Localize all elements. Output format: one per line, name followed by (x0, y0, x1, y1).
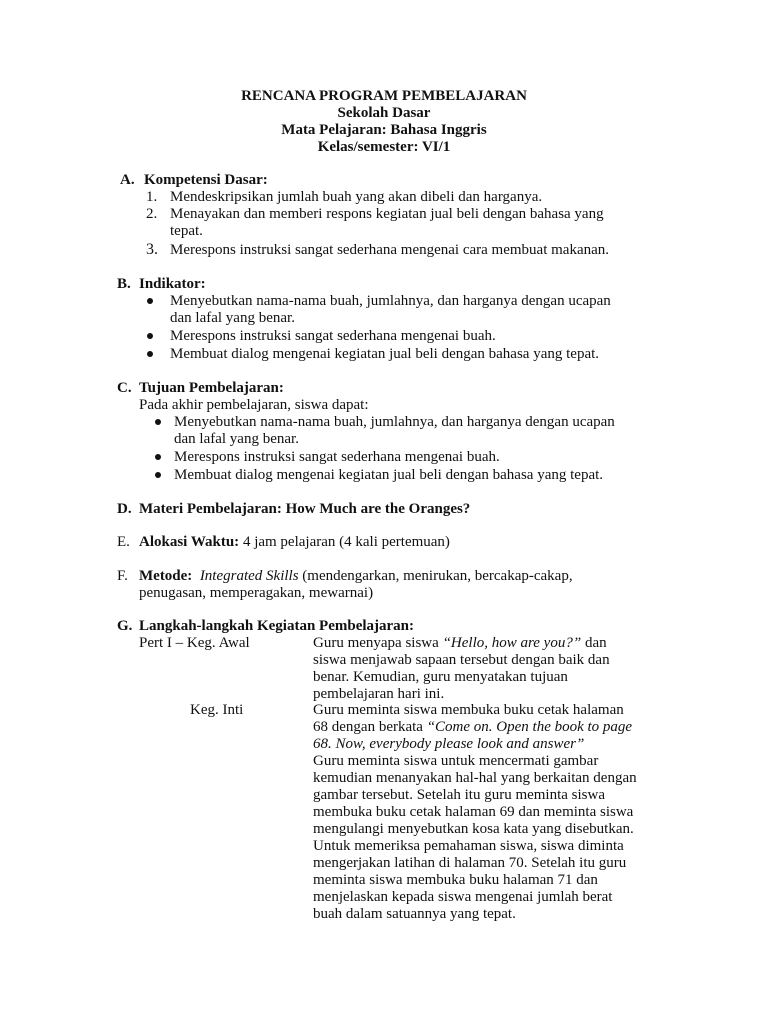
instruction-quote: 68. Now, everybody please look and answer” (313, 736, 585, 752)
list-item-text: tepat. (170, 223, 203, 239)
list-item-text: Menyebutkan nama-nama buah, jumlahnya, dan harganya dengan ucapan (170, 293, 611, 309)
section-f-heading: Metode: (139, 568, 193, 584)
activity-text-line: benar. Kemudian, guru menyatakan tujuan (313, 669, 568, 685)
core-activity-label: Keg. Inti (190, 702, 244, 718)
activity-text-line: meminta siswa membuka buku halaman 71 dan (313, 872, 598, 888)
activity-text-line: kemudian menanyakan hal-hal yang berkaitan dengan (313, 770, 637, 786)
activity-text-line: buah dalam satuannya yang tepat. (313, 906, 516, 922)
section-f-method: Integrated Skills (199, 568, 299, 584)
activity-text-line: pembelajaran hari ini. (313, 686, 445, 702)
list-item-text: Membuat dialog mengenai kegiatan jual beli dengan bahasa yang tepat. (174, 467, 604, 483)
activity-text-line: mengerjakan latihan di halaman 70. Setelah itu guru (313, 855, 627, 871)
subject-line: Mata Pelajaran: Bahasa Inggris (281, 122, 487, 138)
section-b-letter: B. (117, 276, 131, 292)
bullet-icon (155, 419, 161, 425)
list-item-text: dan lafal yang benar. (174, 431, 299, 447)
activity-text-line: menjelaskan kepada siswa mengenai jumlah berat (313, 889, 613, 905)
bullet-icon (147, 351, 153, 357)
greeting-quote: “Hello, how are you?” (442, 635, 582, 651)
instruction-quote: “Come on. Open the book to page (426, 719, 633, 735)
document-title: RENCANA PROGRAM PEMBELAJARAN (241, 88, 527, 104)
section-e-heading: Alokasi Waktu: (139, 534, 240, 550)
activity-text: dan (581, 635, 607, 651)
list-item-text: Mendeskripsikan jumlah buah yang akan dibeli dan harganya. (170, 189, 543, 205)
bullet-icon (147, 333, 153, 339)
section-e-text: 4 jam pelajaran (4 kali pertemuan) (239, 534, 450, 550)
section-a-letter: A. (120, 172, 135, 188)
section-d-heading: Materi Pembelajaran: How Much are the Oranges? (139, 501, 471, 517)
list-item-text: Merespons instruksi sangat sederhana mengenai buah. (174, 449, 500, 465)
section-c-intro: Pada akhir pembelajaran, siswa dapat: (139, 397, 369, 413)
section-e-line (139, 534, 450, 551)
bullet-icon (147, 298, 153, 304)
section-f-text: (mendengarkan, menirukan, bercakap-cakap, (298, 568, 573, 584)
list-item-text: Menayakan dan memberi respons kegiatan jual beli dengan bahasa yang (170, 206, 604, 222)
activity-text-line (313, 719, 632, 736)
list-number: 2. (146, 206, 158, 222)
activity-text-line: siswa menjawab sapaan tersebut dengan baik dan (313, 652, 610, 668)
section-d-letter: D. (117, 501, 132, 517)
activity-text-line: membuka buku cetak halaman 69 dan meminta siswa (313, 804, 634, 820)
list-item-text: Merespons instruksi sangat sederhana mengenai buah. (170, 328, 496, 344)
list-item-text: Merespons instruksi sangat sederhana mengenai cara membuat makanan. (170, 242, 610, 258)
section-f-line2: penugasan, memperagakan, mewarnai) (139, 585, 374, 601)
section-b-heading: Indikator: (139, 276, 206, 292)
activity-text: 68 dengan berkata (313, 719, 427, 735)
section-c-heading: Tujuan Pembelajaran: (139, 380, 284, 396)
section-g-heading: Langkah-langkah Kegiatan Pembelajaran: (139, 618, 415, 634)
activity-text-line: Guru meminta siswa membuka buku cetak halaman (313, 702, 624, 718)
list-item-text: dan lafal yang benar. (170, 310, 295, 326)
list-item-text: Membuat dialog mengenai kegiatan jual beli dengan bahasa yang tepat. (170, 346, 600, 362)
activity-text-line: gambar tersebut. Setelah itu guru meminta siswa (313, 787, 606, 803)
activity-text-line: Untuk memeriksa pemahaman siswa, siswa diminta (313, 838, 624, 854)
activity-text: Guru menyapa siswa (313, 635, 443, 651)
meeting-1-opening-label: Pert I – Keg. Awal (139, 635, 250, 651)
activity-text-line: Guru meminta siswa untuk mencermati gambar (313, 753, 599, 769)
activity-text-line: mengulangi menyebutkan kosa kata yang disebutkan. (313, 821, 634, 837)
list-item-text: Menyebutkan nama-nama buah, jumlahnya, dan harganya dengan ucapan (174, 414, 615, 430)
section-a-heading: Kompetensi Dasar: (144, 172, 268, 188)
bullet-icon (155, 472, 161, 478)
school-level: Sekolah Dasar (337, 105, 431, 121)
bullet-icon (155, 454, 161, 460)
section-f-line (139, 568, 573, 585)
list-number: 1. (146, 189, 158, 205)
section-e-letter: E. (117, 534, 130, 550)
list-number: 3. (146, 241, 158, 258)
section-f-letter: F. (117, 568, 128, 584)
section-g-letter: G. (117, 618, 133, 634)
section-c-letter: C. (117, 380, 132, 396)
activity-text-line (313, 635, 607, 652)
grade-semester: Kelas/semester: VI/1 (317, 139, 451, 155)
